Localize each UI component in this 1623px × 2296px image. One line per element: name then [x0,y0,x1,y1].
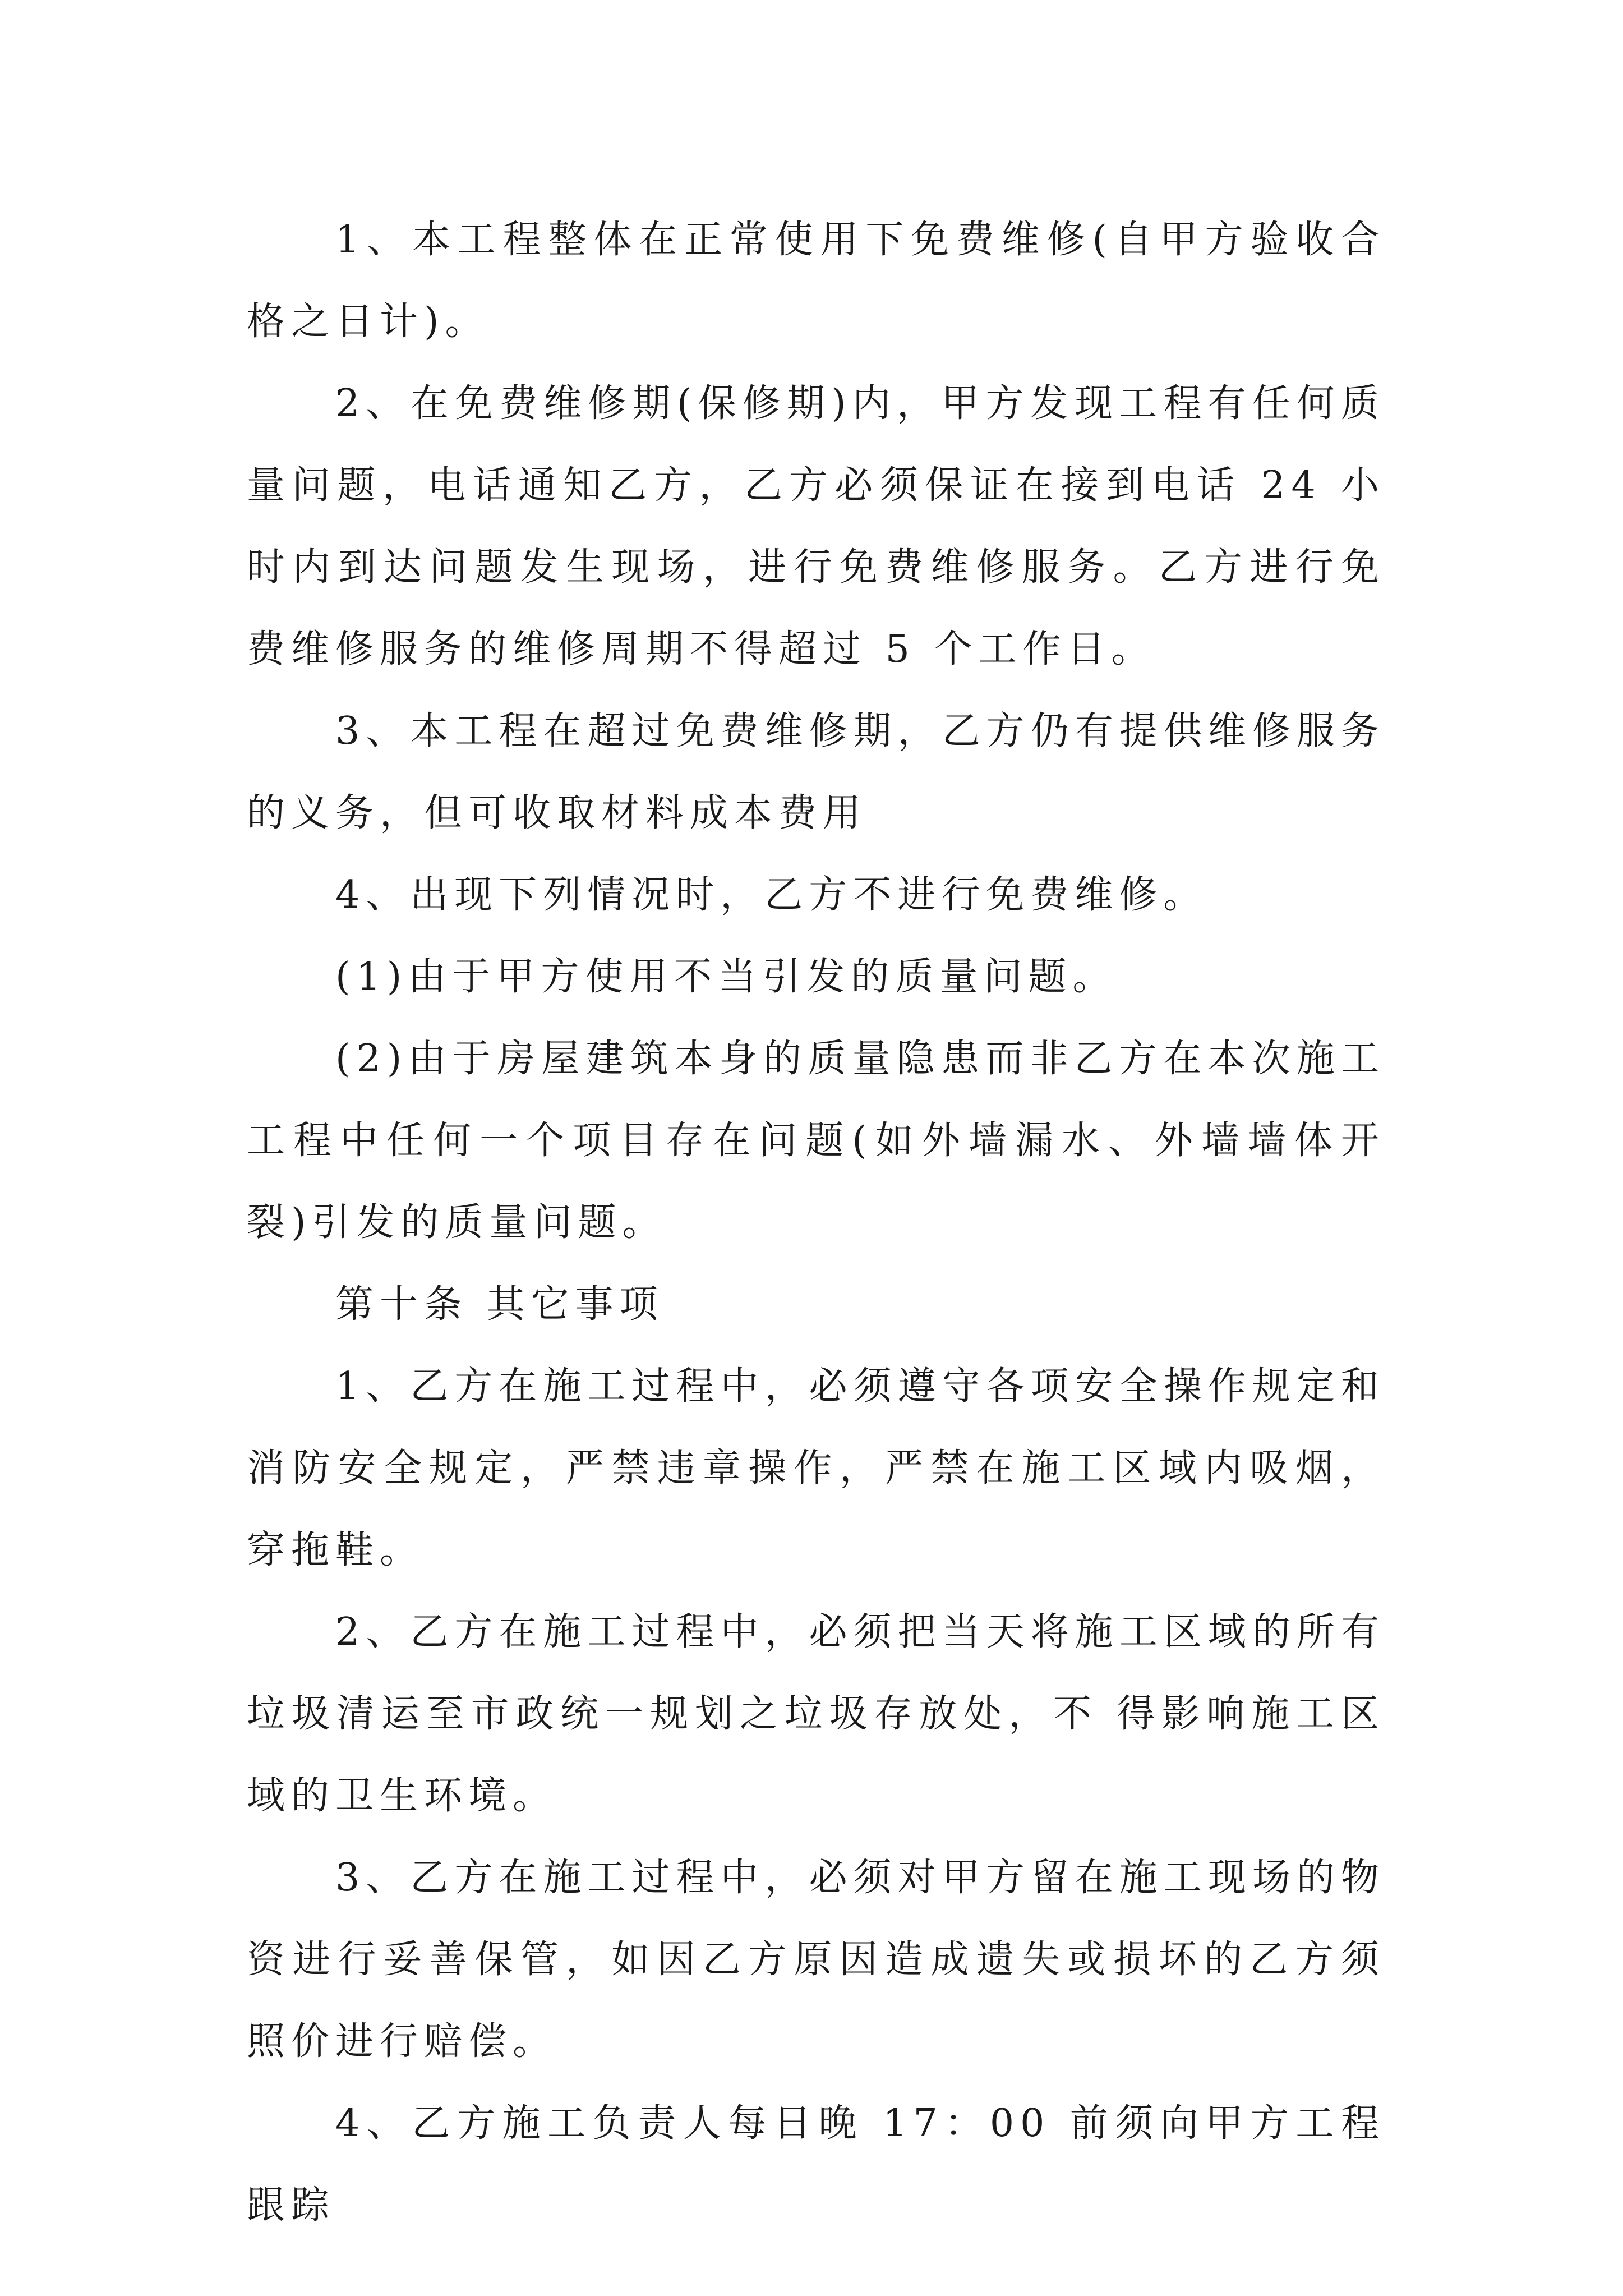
paragraph-warranty-4: 4、出现下列情况时，乙方不进行免费维修。 [335,873,1208,917]
paragraph-other-1: 1、乙方在施工过程中，必须遵守各项安全操作规定和消防安全规定，严禁违章操作，严禁在施工区域内吸烟，穿拖鞋。 [247,1364,1385,1572]
paragraph-exclusion-1: (1)由于甲方使用不当引发的质量问题。 [335,955,1117,999]
paragraph-warranty-1: 1、本工程整体在正常使用下免费维修(自甲方验收合格之日计)。 [247,218,1385,344]
paragraph-other-3: 3、乙方在施工过程中，必须对甲方留在施工现场的物资进行妥善保管，如因乙方原因造成遗失或损坏的乙方须照价进行赔偿。 [247,1856,1385,2064]
document-body [247,199,1385,2247]
paragraph-exclusion-2: (2)由于房屋建筑本身的质量隐患而非乙方在本次施工工程中任何一个项目存在问题(如外墙漏水、外墙墙体开裂)引发的质量问题。 [247,1037,1385,1245]
paragraph-warranty-3: 3、本工程在超过免费维修期，乙方仍有提供维修服务的义务，但可收取材料成本费用 [247,709,1385,835]
paragraph-other-2: 2、乙方在施工过程中，必须把当天将施工区域的所有垃圾清运至市政统一规划之垃圾存放处，不 得影响施工区域的卫生环境。 [247,1610,1385,1818]
section-heading-article-10: 第十条 其它事项 [335,1282,664,1327]
paragraph-other-4: 4、乙方施工负责人每日晚 17：00 前须向甲方工程跟踪 [247,2101,1385,2228]
paragraph-warranty-2: 2、在免费维修期(保修期)内，甲方发现工程有任何质量问题，电话通知乙方，乙方必须保证在接到电话 24 小时内到达问题发生现场，进行免费维修服务。乙方进行免费维修服务的维修周期不得超过 5 个工作日。 [247,381,1385,671]
